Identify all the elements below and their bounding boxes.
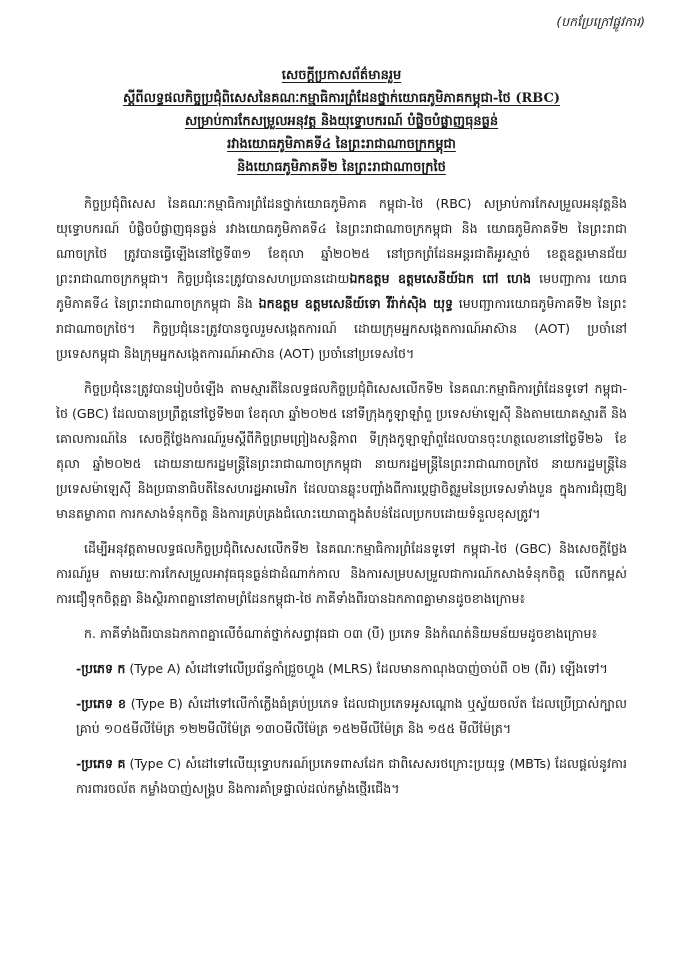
paragraph-3: ដើម្បីអនុវត្តតាមលទ្ធផលកិច្ចប្រជុំពិសេសលើកទី២ នៃគណៈកម្មាធិការព្រំដែនទូទៅ កម្ពុជា-ថៃ (GBC) និងសេចក្ដីថ្លែងការណ៍រួម តាមរយៈការកែសម្រួលអាវុធធុនធ្ងន់ជាដំណាក់កាល និងការសម្របសម្រួលជាការណ៍កសាងទំនុកចិត្ត លើកកម្ពស់ការជឿទុកចិត្តគ្នា និងស្ថិរភាពគ្នានៅតាមព្រំដែនកម្ពុជា-ថៃ ភាគីទាំងពីរបានឯកភាពគ្នាមានដូចខាងក្រោម៖ [56, 541, 627, 606]
type-b-lead: -ប្រភេទ ខ [76, 696, 127, 711]
unofficial-translation-note: (បកប្រែក្រៅផ្លូវការ) [556, 14, 645, 29]
thai-commander-name: ឯកឧត្តម ឧត្តមសេនីយ៍ទោ វីរ៉ាក់សុិង យុទ្ធ [258, 296, 453, 311]
type-a-text: (Type A) សំដៅទៅលើប្រព័ន្ធកាំជ្រួចហ្វូង (MLRS) ដែលមានកាណុងបាញ់ចាប់ពី ០២ (ពីរ) ឡើងទៅ។ [125, 661, 608, 676]
title-line-2: ស្ដីពីលទ្ធផលកិច្ចប្រជុំពិសេសនៃគណៈកម្មាធិការព្រំដែនថ្នាក់យោធភូមិភាគកម្ពុជា-ថៃ (RBC) [122, 91, 561, 106]
cambodian-commander-name: ឯកឧត្តម ឧត្តមសេនីយ៍ឯក ពៅ ហេង [349, 271, 531, 286]
type-b-text: (Type B) សំដៅទៅលើកាំភ្លើងធំគ្រប់ប្រភេទ ដែលជាប្រភេទអូសណ្ដោង ឬស្វ័យចល័ត ដែលប្រើប្រាស់ក្បាលគ្រាប់ ១០៥មីលីម៉ែត្រ ១២២មីលីម៉ែត្រ ១៣០មីលីម៉ែត្រ ១៥២មីលីម៉ែត្រ និង ១៥៥ មីលីម៉ែត្រ។ [76, 696, 627, 736]
type-c-lead: -ប្រភេទ គ [76, 756, 126, 771]
paragraph-1-text-c: មេបញ្ជាការ យោធភូមិភាគទី៤ នៃព្រះរាជាណាចក្រកម្ពុជា និង [56, 271, 627, 311]
title-line-1: សេចក្ដីប្រកាសព័ត៌មានរួម [281, 68, 402, 83]
paragraph-1 [56, 191, 627, 366]
type-a-lead: -ប្រភេទ ក [76, 661, 126, 676]
title-line-3: សម្រាប់ការកែសម្រួលអនុវត្ត និងយុទ្ធោបករណ៍ បំផ្លិចបំផ្លាញធុនធ្ងន់ [184, 114, 499, 129]
title-line-5: និងយោធភូមិភាគទី២ នៃព្រះរាជាណាចក្រថៃ [237, 160, 446, 175]
type-c-text: (Type C) សំដៅទៅលើយុទ្ធោបករណ៍ប្រភេទពាសដែក ជាពិសេសរថក្រោះប្រយុទ្ធ (MBTs) ដែលផ្ដល់នូវការការពារចល័ត កម្លាំងបាញ់សង្គ្រប និងការគាំទ្រផ្ទាល់ដល់កម្លាំងថ្មើរជើង។ [76, 756, 627, 796]
paragraph-1-text-a: កិច្ចប្រជុំពិសេស នៃគណៈកម្មាធិការព្រំដែនថ្នាក់យោធភូមិភាគ កម្ពុជា-ថៃ (RBC) សម្រាប់ការកែសម្រួលអនុវត្តនិងយុទ្ធោបករណ៍ បំផ្លិចបំផ្លាញធុនធ្ងន់ រវាងយោធភូមិភាគទី៤ នៃព្រះរាជាណាចក្រកម្ពុជា និង យោធភូមិភាគទី២ នៃព្រះរាជាណាចក្រថៃ ត្រូវបានធ្វើឡើងនៅថ្ងៃទី៣១ ខែតុលា ឆ្នាំ២០២៥ នៅច្រកព្រំដែនអន្តរជាតិអូរស្មាច់ ខេត្តឧត្តរមានជ័យ ព្រះរាជាណាចក្រកម្ពុជា។ កិច្ចប្រជុំនេះត្រូវបានសហប្រធានដោយ [56, 196, 627, 286]
list-item-type-b [56, 691, 627, 741]
paragraph-2: កិច្ចប្រជុំនេះត្រូវបានរៀបចំឡើង តាមស្មារតីនៃលទ្ធផលកិច្ចប្រជុំពិសេសលើកទី២ នៃគណៈកម្មាធិការព្រំដែនទូទៅ កម្ពុជា-ថៃ (GBC) ដែលបានប្រព្រឹត្តនៅថ្ងៃទី២៣ ខែតុលា ឆ្នាំ២០២៥ នៅទីក្រុងកូឡាឡាំពួ ប្រទេសម៉ាឡេស៊ី និងតាមយោគស្មារតី និងគោលការណ៍នៃ សេចក្ដីថ្លែងការណ៍រួមស្ដីពីកិច្ចព្រមព្រៀងសន្តិភាព ទីក្រុងកូឡាឡាំពួដែលបានចុះហត្ថលេខានៅថ្ងៃទី២៦ ខែតុលា ឆ្នាំ២០២៥ ដោយនាយករដ្ឋមន្ត្រីនៃព្រះរាជាណាចក្រកម្ពុជា នាយករដ្ឋមន្ត្រីនៃព្រះរាជាណាចក្រថៃ នាយករដ្ឋមន្ត្រីនៃប្រទេសម៉ាឡេស៊ី និងប្រធានាធិបតីនៃសហរដ្ឋអាមេរិក ដែលបានឆ្លុះបញ្ចាំងពីការប្ដេជ្ញាចិត្តរួមនៃប្រទេសទាំងបួន ក្នុងការជំរុញឱ្យមានតម្លាភាព ការកសាងទំនុកចិត្ត និងការគ្រប់គ្រងជំលោះយោធាក្នុងតំបន់ដែលប្រកបដោយទំនួលខុសត្រូវ។ [56, 381, 627, 521]
title-line-4: រវាងយោធភូមិភាគទី៤ នៃព្រះរាជាណាចក្រកម្ពុជា [227, 137, 456, 152]
paragraph-4: ក. ភាគីទាំងពីរបានឯកភាពគ្នាលើចំណាត់ថ្នាក់សព្វាវុធជា ០៣ (បី) ប្រភេទ និងកំណត់និយមន័យមដូចខាងក្រោម៖ [84, 626, 597, 641]
document-body [56, 191, 627, 801]
list-item-type-a [56, 656, 627, 681]
title-block [56, 0, 627, 179]
paragraph-1-text-d: មេបញ្ជាការយោធភូមិភាគទី២ នៃព្រះរាជាណាចក្រថៃ។ កិច្ចប្រជុំនេះត្រូវបានចូលរួមសង្កេតការណ៍ ដោយក្រុមអ្នកសង្កេតការណ៍អាស៊ាន (AOT) ប្រចាំនៅប្រទេសកម្ពុជា និងក្រុមអ្នកសង្កេតការណ៍អាស៊ាន (AOT) ប្រចាំនៅប្រទេសថៃ។ [56, 296, 627, 361]
list-item-type-c [56, 751, 627, 801]
